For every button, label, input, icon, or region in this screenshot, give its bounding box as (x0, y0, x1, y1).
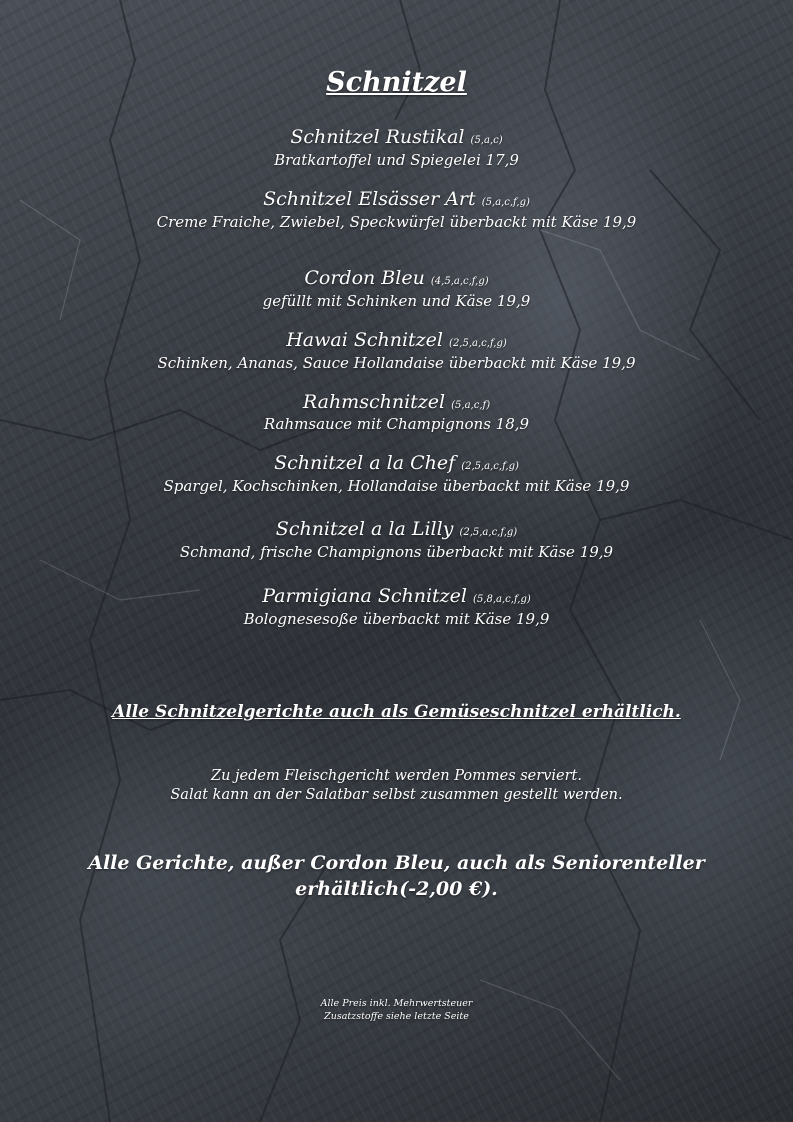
dish-description: gefüllt mit Schinken und Käse 19,9 (262, 292, 531, 310)
dish-name (0, 518, 793, 540)
vat-footnote: Alle Preis inkl. Mehrwertsteuer (320, 998, 473, 1009)
allergen-codes: (4,5,a,c,f,g) (430, 276, 489, 287)
fries-info: Zu jedem Fleischgericht werden Pommes serviert. (211, 768, 582, 784)
dish-description: Rahmsauce mit Champignons 18,9 (263, 415, 530, 433)
allergen-codes: (5,a,c) (470, 135, 503, 146)
dish-name-label: Rahmschnitzel (302, 391, 446, 413)
senior-plate-price: erhältlich(-2,00 €). (295, 878, 498, 900)
allergen-codes: (2,5,a,c,f,g) (449, 338, 507, 349)
allergen-codes: (2,5,a,c,f,g) (461, 461, 519, 472)
dish-name-label: Cordon Bleu (304, 267, 425, 289)
dish-name-label: Parmigiana Schnitzel (262, 585, 467, 607)
dish-name (0, 329, 793, 351)
dish-name (0, 126, 793, 148)
dish-name-label: Schnitzel a la Lilly (275, 518, 454, 540)
dish-description: Schinken, Ananas, Sauce Hollandaise überbackt mit Käse 19,9 (157, 354, 636, 372)
dish-description: Spargel, Kochschinken, Hollandaise überbackt mit Käse 19,9 (163, 477, 630, 495)
dish-name (0, 267, 793, 289)
dish-name-label: Hawai Schnitzel (286, 329, 443, 351)
allergen-codes: (2,5,a,c,f,g) (459, 527, 518, 538)
dish-description: Bratkartoffel und Spiegelei 17,9 (274, 151, 519, 169)
dish-name-label: Schnitzel Elsässer Art (263, 188, 476, 210)
dish-name (0, 585, 793, 607)
dish-description: Bolognesesoße überbackt mit Käse 19,9 (243, 610, 550, 628)
dish-name-label: Schnitzel a la Chef (274, 452, 456, 474)
additives-footnote: Zusatzstoffe siehe letzte Seite (324, 1011, 469, 1022)
page-title: Schnitzel (326, 67, 467, 98)
dish-description: Schmand, frische Champignons überbackt mit Käse 19,9 (179, 543, 614, 561)
dish-name-label: Schnitzel Rustikal (290, 126, 465, 148)
vegetable-schnitzel-note: Alle Schnitzelgerichte auch als Gemüseschnitzel erhältlich. (112, 702, 681, 722)
senior-plate-note: Alle Gerichte, außer Cordon Bleu, auch als Seniorenteller (88, 852, 705, 874)
allergen-codes: (5,a,c,f,g) (481, 197, 530, 208)
allergen-codes: (5,8,a,c,f,g) (473, 594, 531, 605)
allergen-codes: (5,a,c,f) (451, 400, 491, 411)
dish-description: Creme Fraiche, Zwiebel, Speckwürfel überbackt mit Käse 19,9 (156, 213, 637, 231)
salad-bar-info: Salat kann an der Salatbar selbst zusammen gestellt werden. (170, 787, 623, 803)
dish-name (0, 452, 793, 474)
dish-name (0, 188, 793, 210)
dish-name (0, 391, 793, 413)
